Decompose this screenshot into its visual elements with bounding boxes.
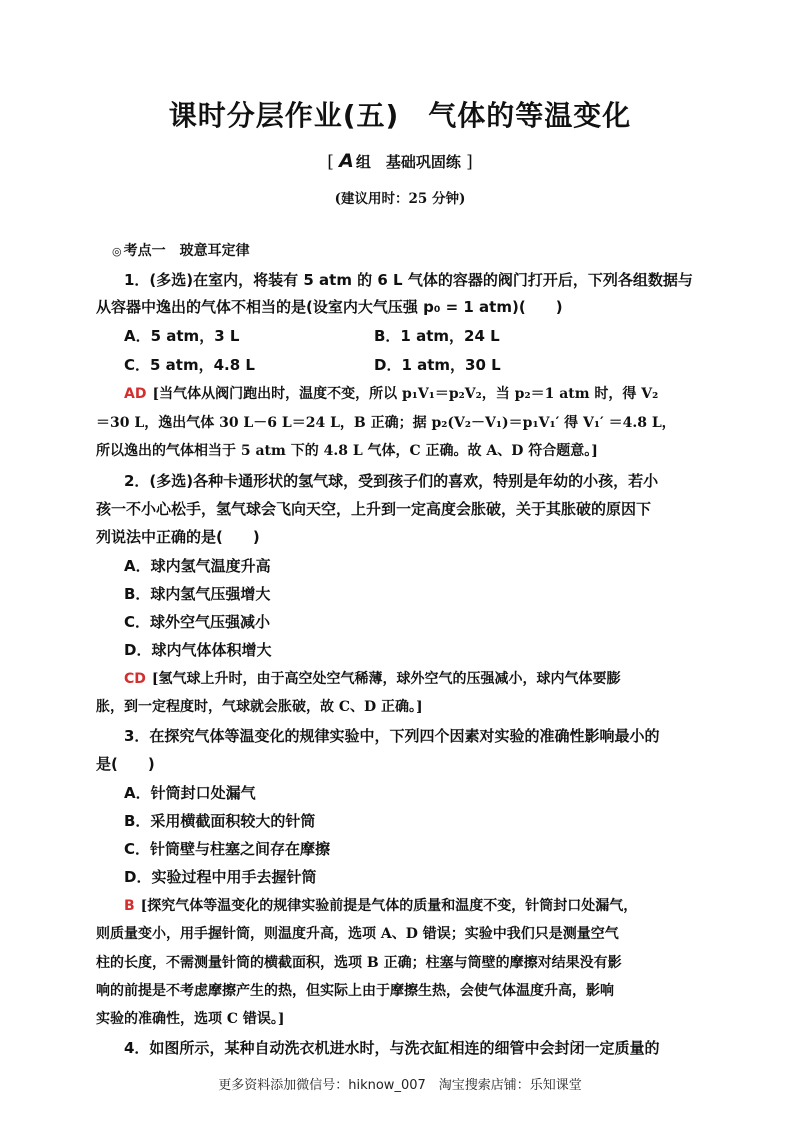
answer-2-line-1: [124, 669, 621, 689]
answer-3-line-1: [124, 896, 637, 916]
question-2-option-c: C．球外空气压强减小: [124, 613, 271, 631]
answer-1-key: AD: [124, 386, 147, 402]
answer-1-text: [当气体从阀门跑出时，温度不变，所以 p₁V₁＝p₂V₂，当 p₂＝1 atm 时，得 V₂: [152, 386, 659, 402]
answer-2-key: CD: [124, 671, 146, 687]
question-2-line-3: 列说法中正确的是( ): [96, 528, 260, 546]
section-heading: [112, 241, 250, 262]
left-bracket: [: [327, 152, 334, 172]
answer-1-line-2: ＝30 L，逸出气体 30 L－6 L＝24 L，B 正确；据 p₂(V₂－V₁)＝p₁V₁′ 得 V₁′ ＝4.8 L，: [96, 415, 676, 431]
footer-note: 更多资料添加微信号：hiknow_007 淘宝搜索店铺：乐知课堂: [218, 1078, 582, 1093]
question-2-line-1: 2．(多选)各种卡通形状的氢气球，受到孩子们的喜欢，特别是年幼的小孩，若小: [124, 472, 659, 490]
section-title: 考点一 玻意耳定律: [123, 243, 250, 259]
question-1-line-2: 从容器中逸出的气体不相当的是(设室内大气压强 p₀ = 1 atm)( ): [96, 298, 563, 316]
section-marker-icon: ◎: [112, 245, 122, 258]
group-a-badge: A: [339, 150, 354, 172]
question-2-option-d: D．球内气体体积增大: [124, 641, 272, 659]
question-1-option-c: C．5 atm，4.8 L: [124, 356, 255, 374]
question-3-option-c: C．针筒壁与柱塞之间存在摩擦: [124, 840, 331, 858]
question-3-line-2: 是( ): [96, 755, 155, 773]
answer-3-line-5: 实验的准确性，选项 C 错误。]: [96, 1011, 285, 1027]
question-2-line-2: 孩一不小心松手，氢气球会飞向天空，上升到一定高度会胀破，关于其胀破的原因下: [96, 500, 652, 518]
right-bracket: ]: [466, 152, 473, 172]
answer-1-line-3: 所以逸出的气体相当于 5 atm 下的 4.8 L 气体，C 正确。故 A、D 符合题意。]: [96, 443, 598, 459]
group-label-text: 组 基础巩固练: [355, 153, 461, 171]
question-1-option-b: B．1 atm，24 L: [374, 327, 500, 345]
question-2-option-b: B．球内氢气压强增大: [124, 585, 271, 603]
answer-2-line-2: 胀，到一定程度时，气球就会胀破，故 C、D 正确。]: [96, 699, 423, 715]
group-label: [0, 150, 800, 172]
question-3-option-b: B．采用横截面积较大的针筒: [124, 812, 316, 830]
answer-1-line-1: [124, 384, 658, 404]
question-3-line-1: 3．在探究气体等温变化的规律实验中，下列四个因素对实验的准确性影响最小的: [124, 727, 660, 745]
question-1-line-1: 1．(多选)在室内，将装有 5 atm 的 6 L 气体的容器的阀门打开后，下列各组数据与: [124, 271, 693, 289]
question-1-option-d: D．1 atm，30 L: [374, 356, 501, 374]
question-2-option-a: A．球内氢气温度升高: [124, 557, 271, 575]
time-hint: (建议用时：25 分钟): [334, 191, 466, 207]
question-3-option-a: A．针筒封口处漏气: [124, 784, 256, 802]
question-3-option-d: D．实验过程中用手去握针筒: [124, 868, 317, 886]
question-4-line-1: 4．如图所示，某种自动洗衣机进水时，与洗衣缸相连的细管中会封闭一定质量的: [124, 1039, 660, 1057]
page-title: 课时分层作业(五) 气体的等温变化: [168, 99, 632, 132]
answer-2-text: [氢气球上升时，由于高空处空气稀薄，球外空气的压强减小，球内气体要膨: [151, 671, 621, 687]
answer-3-text: [探究气体等温变化的规律实验前提是气体的质量和温度不变，针筒封口处漏气，: [140, 898, 638, 914]
answer-3-line-4: 响的前提是不考虑摩擦产生的热，但实际上由于摩擦生热，会使气体温度升高，影响: [96, 983, 614, 999]
answer-3-key: B: [124, 898, 135, 914]
answer-3-line-2: 则质量变小，用手握针筒，则温度升高，选项 A、D 错误；实验中我们只是测量空气: [96, 926, 619, 942]
question-1-option-a: A．5 atm，3 L: [124, 327, 240, 345]
answer-3-line-3: 柱的长度，不需测量针筒的横截面积，选项 B 正确；柱塞与筒壁的摩擦对结果没有影: [96, 955, 622, 971]
